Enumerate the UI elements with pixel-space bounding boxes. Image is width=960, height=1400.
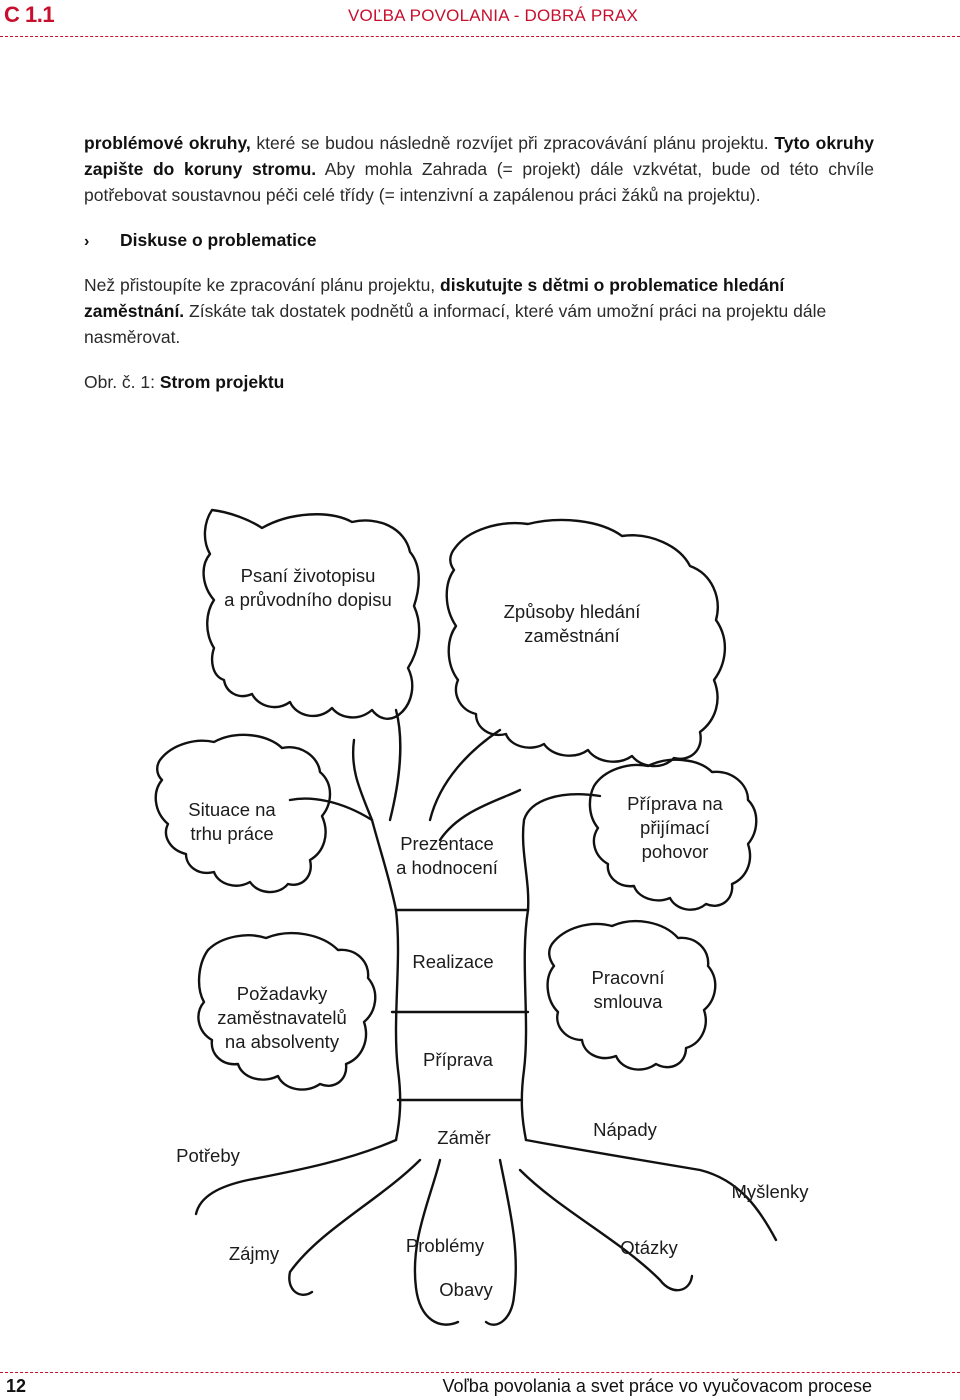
root-label-problemy: Problémy bbox=[405, 1235, 485, 1256]
root-label-potreby: Potřeby bbox=[176, 1145, 240, 1166]
label-trunk-low: Příprava bbox=[423, 1049, 493, 1070]
label-lower-right: Pracovní smlouva bbox=[591, 967, 665, 1012]
trunk-outline-left bbox=[396, 910, 400, 1140]
label-branch-right: Příprava na přijímací pohovor bbox=[627, 793, 723, 862]
label-branch-left: Situace na trhu práce bbox=[188, 799, 276, 844]
page-number: 12 bbox=[6, 1376, 27, 1396]
footer-divider bbox=[0, 1372, 960, 1373]
label-lower-left: Požadavky zaměstnavatelů na absolventy bbox=[217, 983, 347, 1052]
figure-caption-title: Strom projektu bbox=[159, 372, 285, 392]
root-label-myslenky: Myšlenky bbox=[731, 1181, 809, 1202]
branch-to-left bbox=[290, 799, 372, 820]
trunk-outline-right bbox=[522, 910, 528, 1140]
section-heading-text: Diskuse o problematice bbox=[120, 230, 317, 250]
branch-to-crown-left bbox=[390, 710, 400, 820]
intro-bold-2: Tyto okruhy zapište do koruny stromu. bbox=[84, 133, 874, 179]
root-label-zajmy: Zájmy bbox=[228, 1243, 280, 1264]
root-label-napady: Nápady bbox=[593, 1119, 657, 1140]
discussion-text-2: Získáte tak dostatek podnětů a informací, které vám umožní práci na projektu dále nasměrovat. bbox=[84, 301, 827, 347]
branch-to-crown-right bbox=[430, 730, 500, 820]
footer-title: Voľba povolania a svet práce vo vyučovacom procese bbox=[442, 1376, 872, 1396]
intro-text-2: Aby mohla Zahrada (= projekt) dále vzkvétat, bude od této chvíle potřebovat soustavnou péči celé třídy (= intenzivní a zapálenou práci žáků na projektu). bbox=[84, 159, 875, 205]
trunk-fork-left bbox=[353, 740, 396, 910]
label-crown-left: Psaní životopisu a průvodního dopisu bbox=[224, 565, 392, 610]
label-crown-right: Způsoby hledání zaměstnání bbox=[503, 601, 641, 646]
label-trunk-mid: Realizace bbox=[412, 951, 494, 972]
intro-bold-1: problémové okruhy, bbox=[84, 133, 251, 153]
root-right-2 bbox=[520, 1170, 692, 1290]
root-label-zamer: Záměr bbox=[437, 1127, 491, 1148]
crown-left-foliage bbox=[204, 510, 420, 719]
discussion-text-1: Než přistoupíte ke zpracování plánu projektu, bbox=[84, 275, 441, 295]
running-header-title: VOĽBA POVOLANIA - DOBRÁ PRAX bbox=[348, 6, 638, 25]
label-trunk-top: Prezentace a hodnocení bbox=[396, 833, 498, 878]
chapter-code: C 1.1 bbox=[4, 2, 55, 27]
root-label-obavy: Obavy bbox=[439, 1279, 493, 1300]
chevron-right-icon: › bbox=[84, 233, 90, 250]
discussion-bold: diskutujte s dětmi o problematice hledání zaměstnání. bbox=[84, 275, 785, 321]
intro-text-1: které se budou následně rozvíjet při zpracovávání plánu projektu. bbox=[250, 133, 775, 153]
root-label-otazky: Otázky bbox=[620, 1237, 678, 1258]
trunk-fork-right bbox=[523, 794, 600, 910]
figure-caption-prefix: Obr. č. 1: bbox=[84, 372, 160, 392]
root-left-2 bbox=[289, 1160, 420, 1295]
